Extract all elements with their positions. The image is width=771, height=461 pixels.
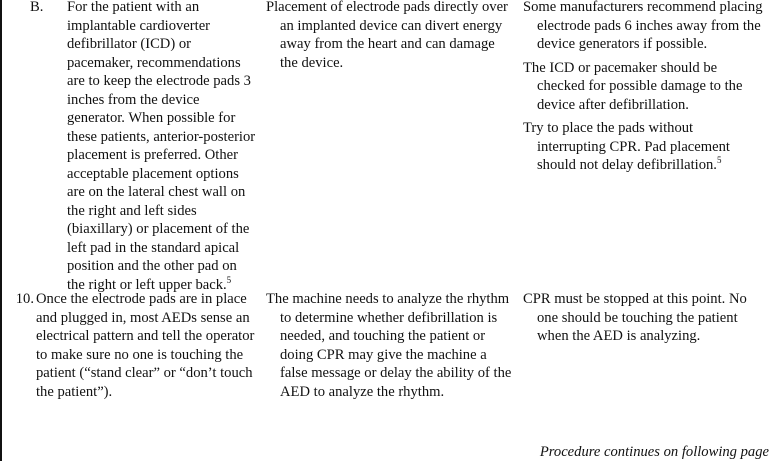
step-action-body: For the patient with an implantable cardioverter defibrillator (ICD) or pacemaker, recommendations are to keep the electrode pads 3 inches from the device generator. When possible for these patients, anterior-posterior placement is preferred. Other acceptable placement options are on the lateral chest wall on the right and left sides (biaxillary) or placement of the left pad in the standard apical position and the other pad on the right or left upper back. <box>67 0 256 293</box>
rationale-text: Placement of electrode pads directly over an implanted device can divert energy away from the heart and can damage the device. <box>266 0 508 71</box>
reference-superscript: 5 <box>226 274 232 285</box>
reference-superscript: 5 <box>716 155 722 166</box>
step-number: B. <box>30 0 44 15</box>
note-text: The ICD or pacemaker should be checked for possible damage to the device after defibrillation. <box>523 59 743 113</box>
rationale-text: The machine needs to analyze the rhythm to determine whether defibrillation is needed, and touching the patient or doing CPR may give the machine a false message or delay the ability of the AED to analyze the rhythm. <box>266 291 512 400</box>
note-item <box>523 0 765 54</box>
rationale-cell <box>266 290 514 401</box>
note-text: CPR must be stopped at this point. No one should be touching the patient when the AED is analyzing. <box>523 291 747 344</box>
notes-cell <box>523 0 765 175</box>
rationale-cell <box>266 0 514 72</box>
note-text: Try to place the pads without interrupting CPR. Pad placement should not delay defibrillation. <box>523 120 730 173</box>
step-action-text <box>8 0 257 294</box>
continuation-footer: Procedure continues on following page <box>539 444 769 460</box>
note-text: Some manufacturers recommend placing electrode pads 6 inches away from the device generators if possible. <box>523 0 763 52</box>
note-item <box>523 119 765 175</box>
step-number: 10. <box>15 291 34 307</box>
step-action-text: Once the electrode pads are in place and plugged in, most AEDs sense an electrical pattern and tell the operator to make sure no one is touching the patient (“stand clear” or “don’t touch the patient”). <box>36 291 255 400</box>
note-item <box>523 290 765 346</box>
notes-cell <box>523 290 765 346</box>
left-margin-rule <box>0 0 2 461</box>
note-item <box>523 59 765 115</box>
